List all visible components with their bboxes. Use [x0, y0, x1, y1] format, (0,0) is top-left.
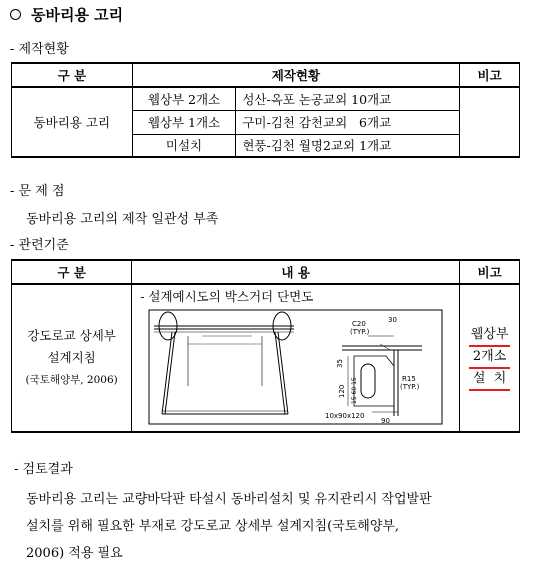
review-line1: 동바리용 고리는 교량바닥판 타설시 동바리설치 및 유지관리시 작업발판	[26, 492, 432, 507]
std-remarks-cell	[460, 284, 520, 432]
std-category-line1: 강도로교 상세부	[27, 328, 116, 343]
section-production-heading: - 제작현황	[10, 42, 69, 57]
std-content-cell	[132, 284, 460, 432]
remark-line2: 2개소	[469, 347, 511, 369]
remark-underlined	[469, 325, 511, 391]
section-standard-heading: - 관련기준	[10, 238, 69, 253]
std-header-category: 구 분	[12, 260, 132, 284]
title-text: 동바리용 고리	[31, 6, 124, 24]
std-category-cell	[12, 284, 132, 432]
review-line3: 2006) 적용 필요	[26, 546, 123, 561]
label-r15: R15	[402, 375, 416, 383]
row3-detail: 현풍-김천 월명2교외 1개교	[236, 134, 460, 157]
label-dim35: 35	[336, 359, 345, 368]
box-girder-section	[154, 312, 294, 414]
std-category-line2: 설계지침	[47, 350, 96, 365]
document-title	[8, 4, 123, 25]
std-header-content: 내 용	[132, 260, 460, 284]
circle-bullet-icon	[10, 9, 21, 20]
header-category: 구 분	[12, 63, 133, 87]
label-dim90: 90	[381, 417, 391, 425]
remarks-cell	[460, 87, 520, 157]
standard-table	[11, 259, 520, 433]
label-dim15: 15 60 15	[351, 377, 359, 404]
drawing-caption: - 설계예시도의 박스거더 단면도	[140, 289, 314, 304]
section-problem-heading: - 문 제 점	[10, 184, 65, 199]
std-header-remarks: 비고	[460, 260, 520, 284]
label-typ1: (TYP.)	[350, 328, 370, 336]
remark-line1: 웹상부	[469, 325, 511, 347]
header-remarks: 비고	[460, 63, 520, 87]
label-dim120: 120	[338, 384, 347, 398]
problem-body: 동바리용 고리의 제작 일관성 부족	[26, 212, 219, 227]
row2-detail: 구미-김천 감천교외 6개교	[236, 110, 460, 134]
row1-type: 웹상부 2개소	[132, 87, 236, 110]
header-status: 제작현황	[132, 63, 459, 87]
row1-detail: 성산-옥포 논공교외 10개교	[236, 87, 460, 110]
label-typ2: (TYP.)	[400, 383, 420, 391]
review-line2: 설치를 위해 필요한 부재로 강도로교 상세부 설계지침(국토해양부,	[26, 519, 400, 534]
remark-line3: 설 치	[469, 369, 511, 391]
row3-type: 미설치	[132, 134, 236, 157]
row2-type: 웹상부 1개소	[132, 110, 236, 134]
std-category-line3: (국토해양부, 2006)	[25, 374, 118, 386]
box-girder-drawing	[132, 306, 458, 428]
review-body	[26, 486, 432, 567]
label-dim30: 30	[388, 316, 398, 324]
section-review-heading: - 검토결과	[14, 462, 73, 477]
label-c20: C20	[352, 320, 366, 328]
category-cell: 동바리용 고리	[12, 87, 133, 157]
label-plate: 10x90x120	[325, 412, 365, 420]
production-status-table	[11, 62, 520, 158]
